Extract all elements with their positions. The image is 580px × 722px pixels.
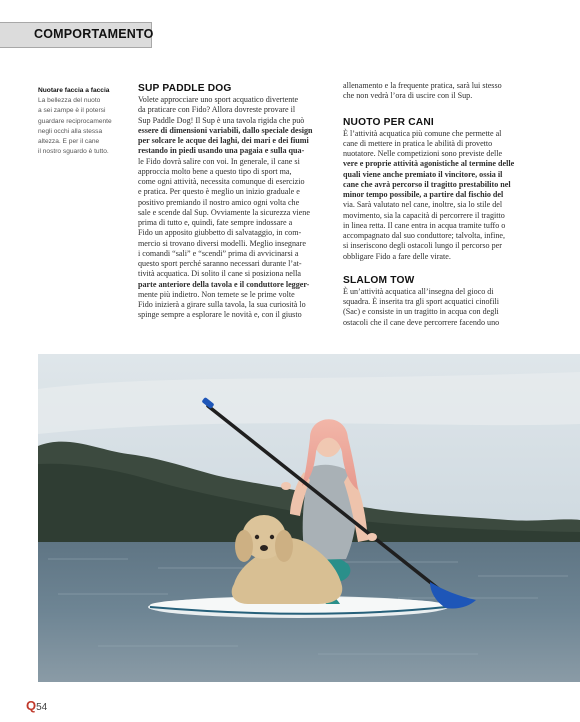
body-line: per solcare le acque dei laghi, dei mari e dei fiumi: [138, 136, 309, 145]
body-line: tività acquatica. Di solito il cane si posiziona nella: [138, 269, 301, 279]
sup-column: [138, 83, 328, 321]
sidebar-line: il nostro sguardo è tutto.: [38, 148, 109, 156]
nuoto-body: [343, 129, 533, 262]
page-footer: [26, 697, 47, 715]
body-line: questo sport perché saranno necessari durante l’at-: [138, 259, 302, 268]
sidebar-line: La bellezza del nuoto: [38, 97, 101, 104]
body-line: spinge sempre a esplorare le novità e, con il giusto: [138, 310, 302, 320]
sup-heading: SUP PADDLE DOG: [138, 83, 232, 94]
body-line: parte anteriore della tavola e il conduttore legger-: [138, 279, 310, 289]
body-line: cane di mettere in pratica le abilità di provetto: [343, 138, 493, 148]
body-line: (Sac) e consiste in un tragitto in acqua con degli: [343, 307, 499, 317]
body-line: prima di tutto e, quindi, fate sempre indossare a: [138, 218, 293, 227]
body-line: da praticare con Fido? Allora dovreste provare il: [138, 105, 296, 115]
body-line: i comandi “sali” e “scendi” prima di avvicinarsi a: [138, 248, 299, 258]
body-line: essere di dimensioni variabili, dallo speciale design: [138, 125, 313, 135]
slalom-heading: SLALOM TOW: [343, 274, 415, 286]
body-line: Sup Paddle Dog! Il Sup è una tavola rigida che può: [138, 115, 305, 125]
body-line: in linea retta. Il cane entra in acqua tramite tuffo o: [343, 220, 506, 230]
body-line: le Fido dovrà salire con voi. In generale, il cane si: [138, 156, 300, 166]
body-line: come ogni attività, necessita comunque di esercizio: [138, 177, 305, 186]
magazine-logo: Q: [26, 698, 37, 713]
body-line: mercio si trovano diversi modelli. Meglio insegnare: [138, 238, 306, 248]
sidebar-line: negli occhi alla stessa: [38, 127, 103, 135]
right-column: [343, 81, 533, 328]
body-line: cane che avrà percorso il tragitto prestabilito nel: [343, 179, 511, 189]
body-line: si inseriscono degli ostacoli lungo il percorso per: [343, 241, 502, 251]
section-tab: [0, 22, 152, 48]
paddleboard-photo: [38, 354, 580, 682]
body-line: Fido inizierà a girare sulla tavola, la sua curiosità lo: [138, 300, 306, 309]
body-line: ostacoli che il cane deve percorrere facendo uno: [343, 317, 500, 327]
nuoto-heading: NUOTO PER CANI: [343, 116, 434, 128]
body-line: nuotatore. Nelle competizioni sono previste delle: [343, 149, 503, 158]
body-line: positivo premiando il nostro amico ogni volta che: [138, 197, 300, 207]
body-line: obbligare Fido a fare delle virate.: [343, 251, 451, 261]
slalom-body: [343, 287, 533, 328]
body-line: movimento, sia la capacità di percorrere il tragitto: [343, 210, 505, 220]
body-line: minor tempo possibile, a partire dal fischio del: [343, 190, 504, 199]
body-line: allenamento e la frequente pratica, sarà lui stesso: [343, 81, 502, 90]
body-line: via. Sarà valutato nel cane, inoltre, sia lo stile del: [343, 200, 503, 210]
section-title: COMPORTAMENTO: [34, 27, 154, 41]
sidebar-line: guardare reciprocamente: [38, 117, 112, 125]
body-line: mente più indietro. Non temete se le prime volte: [138, 289, 295, 299]
body-line: che non vedrà l’ora di uscire con il Sup.: [343, 91, 473, 101]
body-line: sale e scende dal Sup. Ovviamente la sicurezza viene: [138, 207, 310, 217]
page-number: 54: [36, 702, 48, 713]
body-line: vere e proprie attività agonistiche al termine delle: [343, 159, 515, 169]
body-line: quali viene anche premiato il vincitore, ossia il: [343, 169, 503, 179]
sup-body: [138, 95, 328, 321]
body-line: approccia molto bene a questo tipo di sport ma,: [138, 166, 292, 176]
sidebar-caption: [38, 86, 122, 158]
sidebar-line: a sei zampe è il potersi: [38, 107, 106, 115]
body-line: squadra. È inserita tra gli sport acquatici cinofili: [343, 297, 499, 306]
sidebar-heading: Nuotare faccia a faccia: [38, 87, 110, 94]
body-line: È un’attività acquatica all’insegna del gioco di: [343, 286, 494, 296]
body-line: Fido un apposito giubbetto di salvataggio, in com-: [138, 228, 302, 238]
body-line: È l’attività acquatica più comune che permette al: [343, 128, 502, 138]
body-line: Volete approcciare uno sport acquatico divertente: [138, 95, 299, 104]
body-line: accompagnato dal suo conduttore; talvolta, infine,: [343, 231, 506, 240]
body-line: e pratica. Per questo è meglio un inizio graduale e: [138, 187, 300, 197]
sidebar-line: altezza. E per il cane: [38, 138, 100, 146]
body-line: restando in piedi usando una pagaia e sulla qua-: [138, 146, 305, 156]
